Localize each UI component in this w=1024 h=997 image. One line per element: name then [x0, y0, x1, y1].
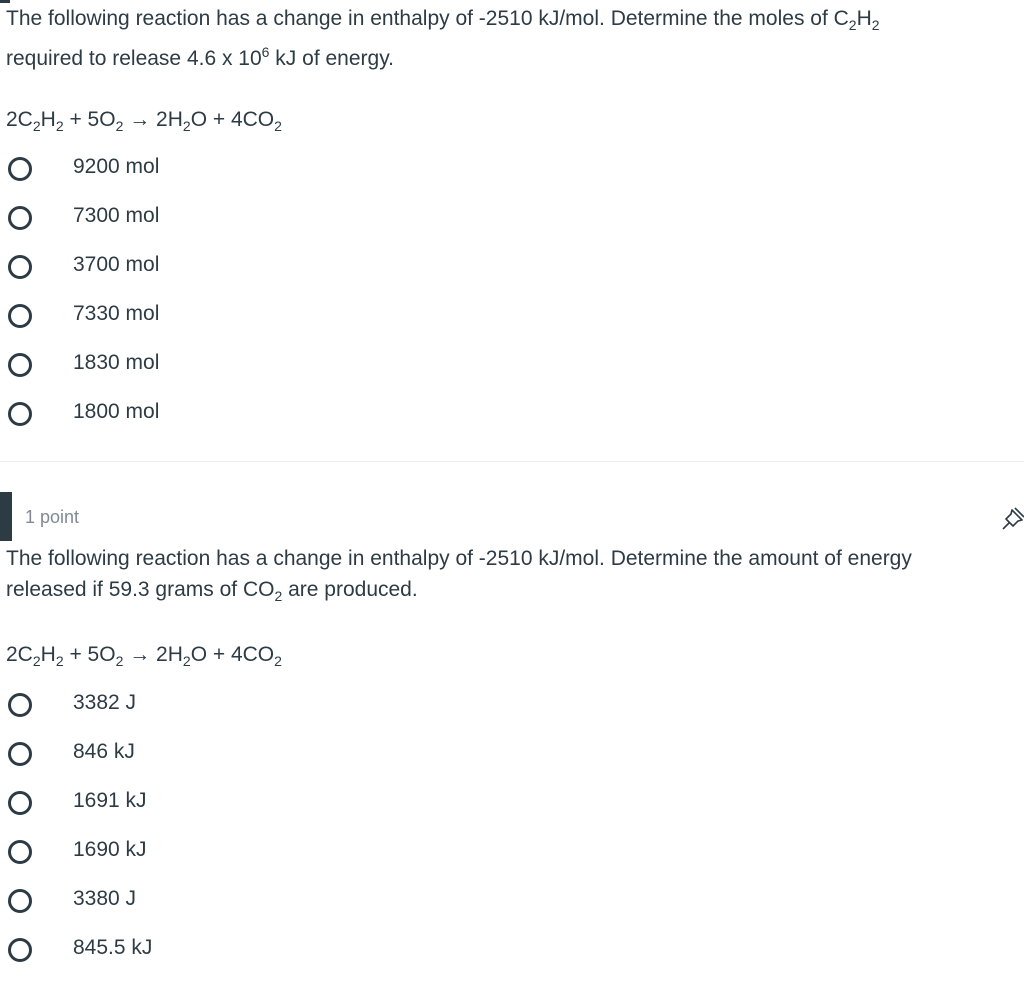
- question-marker: [0, 492, 12, 541]
- answer-choice[interactable]: [0, 938, 400, 978]
- answer-label: 3380 J: [73, 887, 137, 910]
- points-label: 1 point: [25, 507, 80, 527]
- answer-choice[interactable]: [0, 206, 400, 246]
- question-1-equation: $2C_2H_2 + 5O_2 \to 2H_2O + 4CO_2$: [6, 108, 282, 134]
- radio-button-icon[interactable]: [8, 157, 32, 181]
- radio-button-icon[interactable]: [8, 304, 32, 328]
- answer-label: 845.5 kJ: [73, 936, 153, 959]
- answer-label: 1800 mol: [73, 400, 160, 423]
- question-2-text-line-1: The following reaction has a change in enthalpy of -2510 kJ/mol. Determine the amount of energy: [6, 547, 912, 570]
- answer-label: 3700 mol: [73, 253, 160, 276]
- radio-button-icon[interactable]: [8, 791, 32, 815]
- radio-button-icon[interactable]: [8, 742, 32, 766]
- answer-label: 3382 J: [73, 691, 137, 714]
- radio-button-icon[interactable]: [8, 840, 32, 864]
- answer-label: 1830 mol: [73, 351, 160, 374]
- radio-button-icon[interactable]: [8, 402, 32, 426]
- answer-choice[interactable]: [0, 889, 400, 929]
- radio-button-icon[interactable]: [8, 255, 32, 279]
- answer-label: 7300 mol: [73, 204, 160, 227]
- answer-label: 846 kJ: [73, 740, 135, 763]
- answer-label: 1691 kJ: [73, 789, 147, 812]
- answer-choice[interactable]: [0, 791, 400, 831]
- pin-icon[interactable]: [1000, 502, 1024, 532]
- answer-choice[interactable]: [0, 157, 400, 197]
- answer-choice[interactable]: [0, 255, 400, 295]
- answer-choice[interactable]: [0, 353, 400, 393]
- radio-button-icon[interactable]: [8, 938, 32, 962]
- radio-button-icon[interactable]: [8, 206, 32, 230]
- answer-choice[interactable]: [0, 402, 400, 442]
- answer-choice[interactable]: [0, 742, 400, 782]
- question-2-equation: $2C_2H_2 + 5O_2 \to 2H_2O + 4CO_2$: [6, 643, 282, 669]
- question-1-text-line-1: The following reaction has a change in enthalpy of -2510 kJ/mol. Determine the moles of $C_2H_2$: [6, 7, 880, 33]
- answer-label: 1690 kJ: [73, 838, 147, 861]
- question-2-text-line-2: released if 59.3 grams of $CO_2$ are produced.: [6, 578, 418, 604]
- answer-choice[interactable]: [0, 840, 400, 880]
- answer-label: 9200 mol: [73, 155, 160, 178]
- answer-label: 7330 mol: [73, 302, 160, 325]
- radio-button-icon[interactable]: [8, 693, 32, 717]
- answer-choice[interactable]: [0, 693, 400, 733]
- radio-button-icon[interactable]: [8, 889, 32, 913]
- answer-choice[interactable]: [0, 304, 400, 344]
- question-divider: [0, 461, 1024, 462]
- question-1-text-line-2: required to release 4.6 x $10^6$ kJ of energy.: [6, 44, 394, 70]
- radio-button-icon[interactable]: [8, 353, 32, 377]
